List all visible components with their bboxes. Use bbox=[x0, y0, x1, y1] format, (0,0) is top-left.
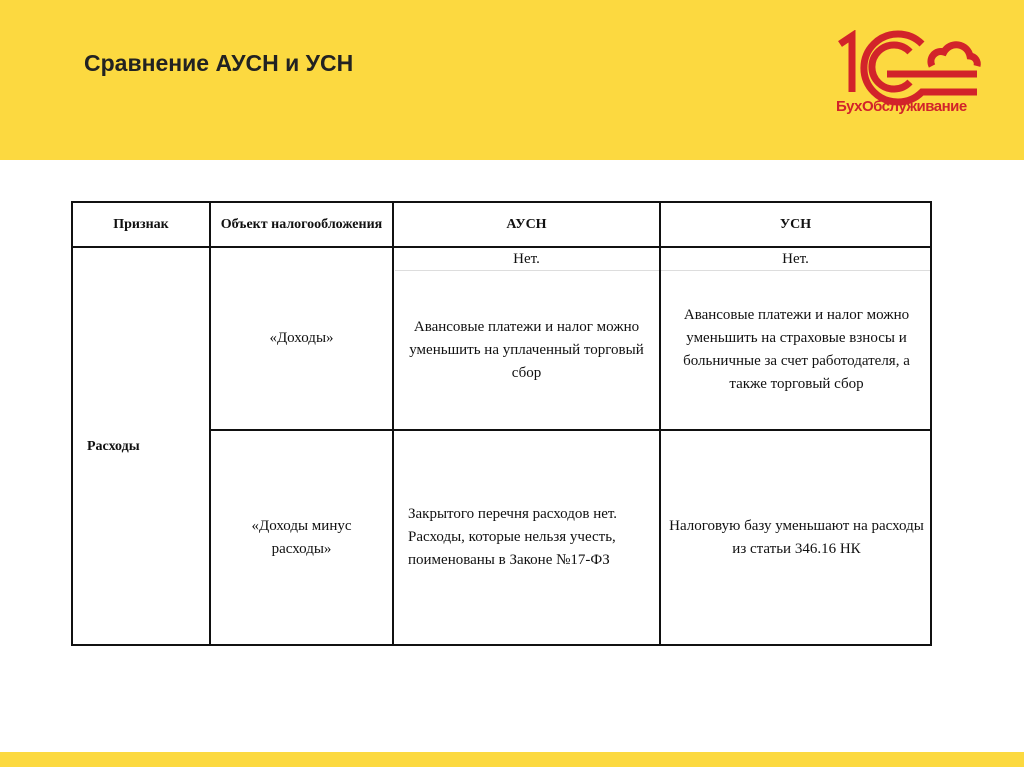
row-label-expenses: Расходы bbox=[87, 438, 140, 454]
footer-band bbox=[0, 752, 1024, 767]
header-feature: Признак bbox=[113, 217, 169, 232]
ausn-income-top: Нет. bbox=[513, 250, 540, 267]
tax-object-income: «Доходы» bbox=[269, 330, 334, 346]
header-ausn: АУСН bbox=[506, 217, 547, 232]
page-title: Сравнение АУСН и УСН bbox=[84, 50, 354, 76]
ausn-income-minus-expenses: Закрытого перечня расходов нет. Расходы, которые нельзя учесть, поименованы в Законе №17-ФЗ bbox=[408, 506, 618, 568]
usn-income: Авансовые платежи и налог можно уменьшить на страховые взносы и больничные за счет работодателя, а также торговый сбор bbox=[683, 307, 910, 392]
ausn-income: Авансовые платежи и налог можно уменьшить на уплаченный торговый сбор bbox=[409, 318, 644, 381]
logo-text: БухОбслуживание bbox=[836, 98, 967, 115]
header-tax-object: Объект налогообложения bbox=[220, 217, 383, 232]
usn-income-top: Нет. bbox=[782, 250, 809, 267]
usn-income-minus-expenses: Налоговую базу уменьшают на расходы из статьи 346.16 НК bbox=[669, 517, 924, 557]
header-usn: УСН bbox=[779, 217, 812, 232]
tax-object-income-minus-expenses: «Доходы минус расходы» bbox=[251, 517, 352, 557]
